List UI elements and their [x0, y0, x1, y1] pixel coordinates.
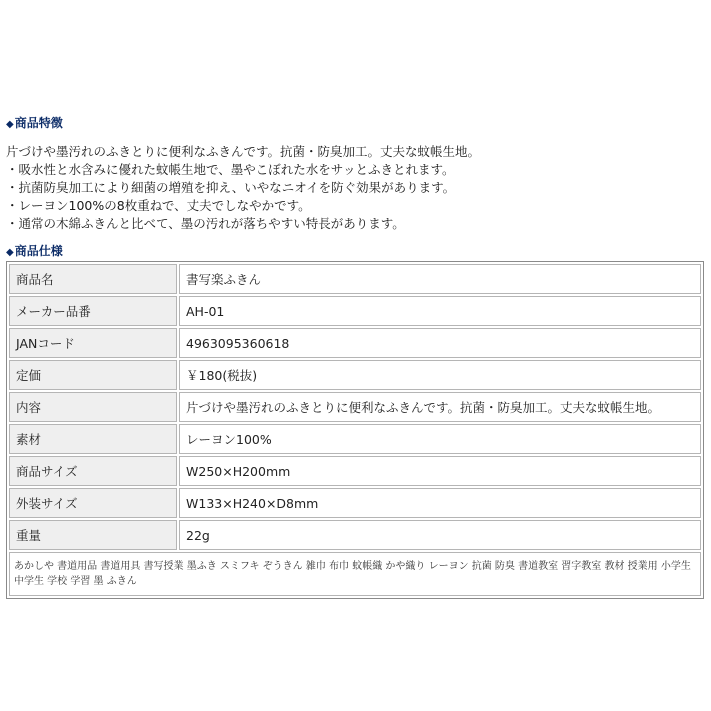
table-row: [9, 488, 701, 518]
features-heading-text: 商品特徴: [14, 116, 63, 130]
table-row: [9, 328, 701, 358]
diamond-icon: ◆: [6, 119, 14, 130]
features-line: ・通常の木綿ふきんと比べて、墨の汚れが落ちやすい特長があります。: [6, 216, 405, 231]
features-heading: [6, 115, 63, 133]
table-row: [9, 296, 701, 326]
spec-label: 外装サイズ: [9, 488, 177, 518]
table-row: [9, 552, 701, 596]
spec-value: 22g: [179, 520, 701, 550]
table-row: [9, 264, 701, 294]
features-line: 片づけや墨汚れのふきとりに便利なふきんです。抗菌・防臭加工。丈夫な蚊帳生地。: [6, 144, 481, 159]
table-row: [9, 520, 701, 550]
spec-label: JANコード: [9, 328, 177, 358]
spec-label: 定価: [9, 360, 177, 390]
spec-label: 素材: [9, 424, 177, 454]
specs-heading-text: 商品仕様: [14, 244, 63, 258]
table-row: [9, 392, 701, 422]
spec-value: W250×H200mm: [179, 456, 701, 486]
search-tags: あかしや 書道用品 書道用具 書写授業 墨ふき スミフキ ぞうきん 雑巾 布巾 蚊帳織 かや織り レーヨン 抗菌 防臭 書道教室 習字教室 教材 授業用 小学生 中学生 学校 学習 墨 ふきん: [9, 552, 701, 596]
spec-value: レーヨン100%: [179, 424, 701, 454]
spec-label: 商品サイズ: [9, 456, 177, 486]
spec-table: [6, 261, 704, 599]
spec-value: ￥180(税抜): [179, 360, 701, 390]
spec-value: 4963095360618: [179, 328, 701, 358]
features-line: ・吸水性と水含みに優れた蚊帳生地で、墨やこぼれた水をサッとふきとれます。: [6, 162, 455, 177]
diamond-icon: ◆: [6, 247, 14, 258]
features-line: ・レーヨン100%の8枚重ねで、丈夫でしなやかです。: [6, 198, 311, 213]
spec-value: 書写楽ふきん: [179, 264, 701, 294]
spec-label: 商品名: [9, 264, 177, 294]
spec-value: 片づけや墨汚れのふきとりに便利なふきんです。抗菌・防臭加工。丈夫な蚊帳生地。: [179, 392, 701, 422]
features-line: ・抗菌防臭加工により細菌の増殖を抑え、いやなニオイを防ぐ効果があります。: [6, 180, 456, 195]
spec-label: 重量: [9, 520, 177, 550]
table-row: [9, 424, 701, 454]
features-list: [6, 143, 706, 233]
table-row: [9, 360, 701, 390]
specs-heading: [6, 243, 63, 261]
spec-value: AH-01: [179, 296, 701, 326]
table-row: [9, 456, 701, 486]
spec-label: 内容: [9, 392, 177, 422]
spec-value: W133×H240×D8mm: [179, 488, 701, 518]
spec-label: メーカー品番: [9, 296, 177, 326]
